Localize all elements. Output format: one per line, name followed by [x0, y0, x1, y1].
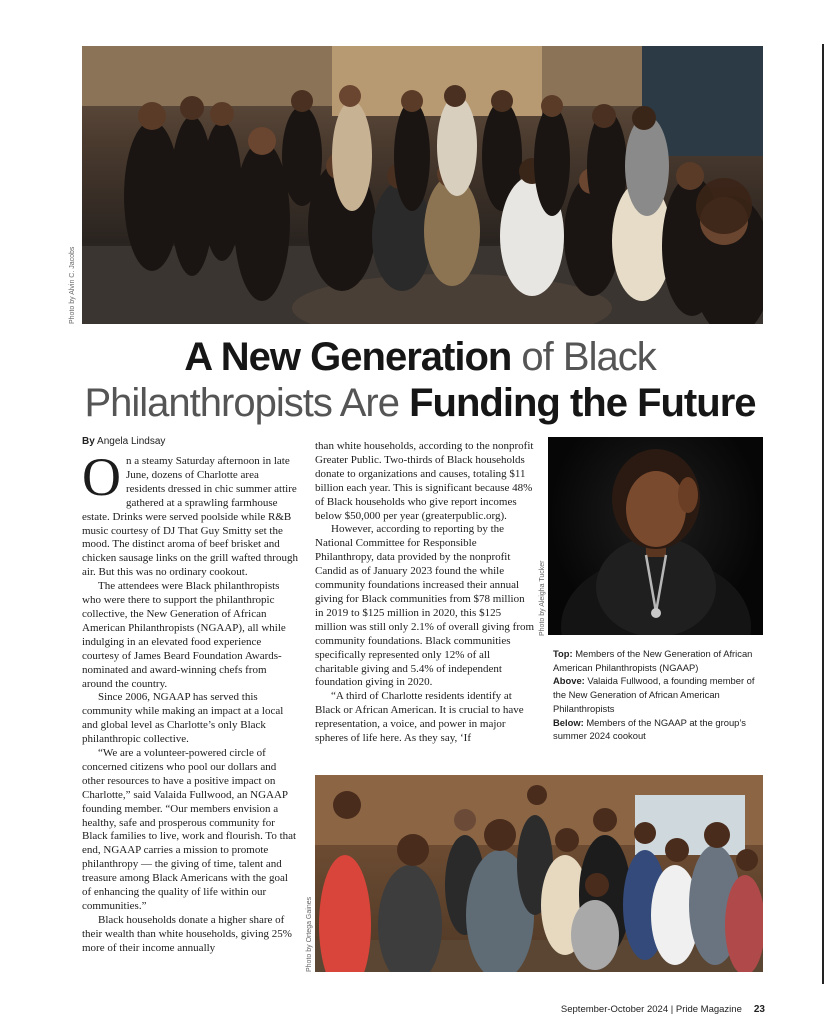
group-photo-illustration	[82, 46, 763, 324]
drop-cap: O	[82, 447, 121, 507]
caption-above-text: Valaida Fullwood, a founding member of the New Generation of African American Philanthropists	[553, 675, 755, 714]
group-photo-top	[82, 46, 763, 324]
portrait-illustration	[548, 437, 763, 635]
paragraph: Black households donate a higher share of their wealth than white households, giving 25% more of their income annually	[82, 913, 292, 954]
photo-credit-portrait: Photo by Aleigha Tucker	[539, 560, 546, 636]
photo-credit-top: Photo by Alvin C. Jacobs	[69, 246, 76, 324]
article-headline	[40, 334, 800, 426]
paragraph	[82, 447, 298, 580]
paragraph: than white households, according to the nonprofit Greater Public. Two-thirds of Black households donate to organizations and causes, totaling $11 billion each year. This is significant because 48% of Black households who give report incomes below $50,000 per year (greaterpublic.org).	[315, 440, 534, 522]
article-column-2	[315, 440, 535, 746]
article-column-1	[82, 447, 298, 956]
headline-part-1: A New Generation	[184, 335, 512, 379]
paragraph: “A third of Charlotte residents identify at Black or African American. It is crucial to have representation, a voice, and power in major spheres of life here. As they say, ‘If	[315, 690, 524, 745]
photo-credit-bottom: Photo by Ortega Gaines	[306, 896, 313, 972]
caption-below-label: Below:	[553, 716, 584, 728]
paragraph: Since 2006, NGAAP has served this community while making an impact at a local and global level as Charlotte’s only Black philanthropic collective.	[82, 691, 284, 746]
byline	[82, 436, 165, 447]
byline-author: Angela Lindsay	[97, 436, 166, 447]
photo-captions	[553, 647, 763, 743]
headline-part-4: Funding the Future	[409, 381, 756, 425]
portrait-photo	[548, 437, 763, 635]
paragraph: “We are a volunteer-powered circle of concerned citizens who pool our dollars and other resources to have a positive impact on Charlotte,” said Valaida Fullwood, an NGAAP founding member. “Our members envision a healthy, safe and prosperous community for Black families to live, work and flourish. To that end, NGAAP carries a mission to promote philanthropy — the giving of time, talent and treasure among Black Americans with the goal of enhancing the quality of life within our communities.”	[82, 747, 297, 912]
caption-below-text: Members of the NGAAP at the group’s summer 2024 cookout	[553, 716, 746, 742]
paragraph-text: n a steamy Saturday afternoon in late June, dozens of Charlotte area residents dressed in chic summer attire gathered at a sprawling farmhouse estate. Drinks were served poolside while R&B music courtesy of DJ That Guy Smitty set the mood. The distinct aroma of beef brisket and chicken sausage links on the grill wafted through air. But this was no ordinary cookout.	[82, 455, 298, 579]
caption-top-label: Top:	[553, 648, 573, 659]
headline-part-2: of Black	[511, 335, 656, 379]
page-edge-rule	[822, 44, 824, 984]
headline-part-3: Philanthropists Are	[84, 381, 410, 425]
page-number: 23	[753, 1004, 765, 1015]
page-footer	[560, 1004, 765, 1015]
caption-top-text: Members of the New Generation of African American Philanthropists (NGAAP)	[553, 648, 753, 673]
paragraph: The attendees were Black philanthropists who were there to support the philanthropic collective, the New Generation of African American Philanthropists (NGAAP), all while indulging in an elevated food experience courtesy of James Beard Foundation Awards-nominated and award-winning chefs from around the country.	[82, 580, 286, 690]
cookout-illustration	[315, 775, 763, 972]
paragraph: However, according to reporting by the National Committee for Responsible Philanthropy, data provided by the nonprofit Candid as of January 2023 found the while community foundations increased their annual giving for Black communities from $78 million in 2019 to $125 million in 2020, this $125 million was still only 2.1% of overall giving from community foundations. Black communities specifically represented only 12% of all charitable giving and 5.4% of independent foundation giving in 2020.	[315, 523, 535, 689]
byline-by: By	[82, 436, 95, 447]
footer-issue: September-October 2024 | Pride Magazine	[560, 1004, 742, 1015]
caption-above-label: Above:	[553, 675, 585, 687]
cookout-photo	[315, 775, 763, 972]
